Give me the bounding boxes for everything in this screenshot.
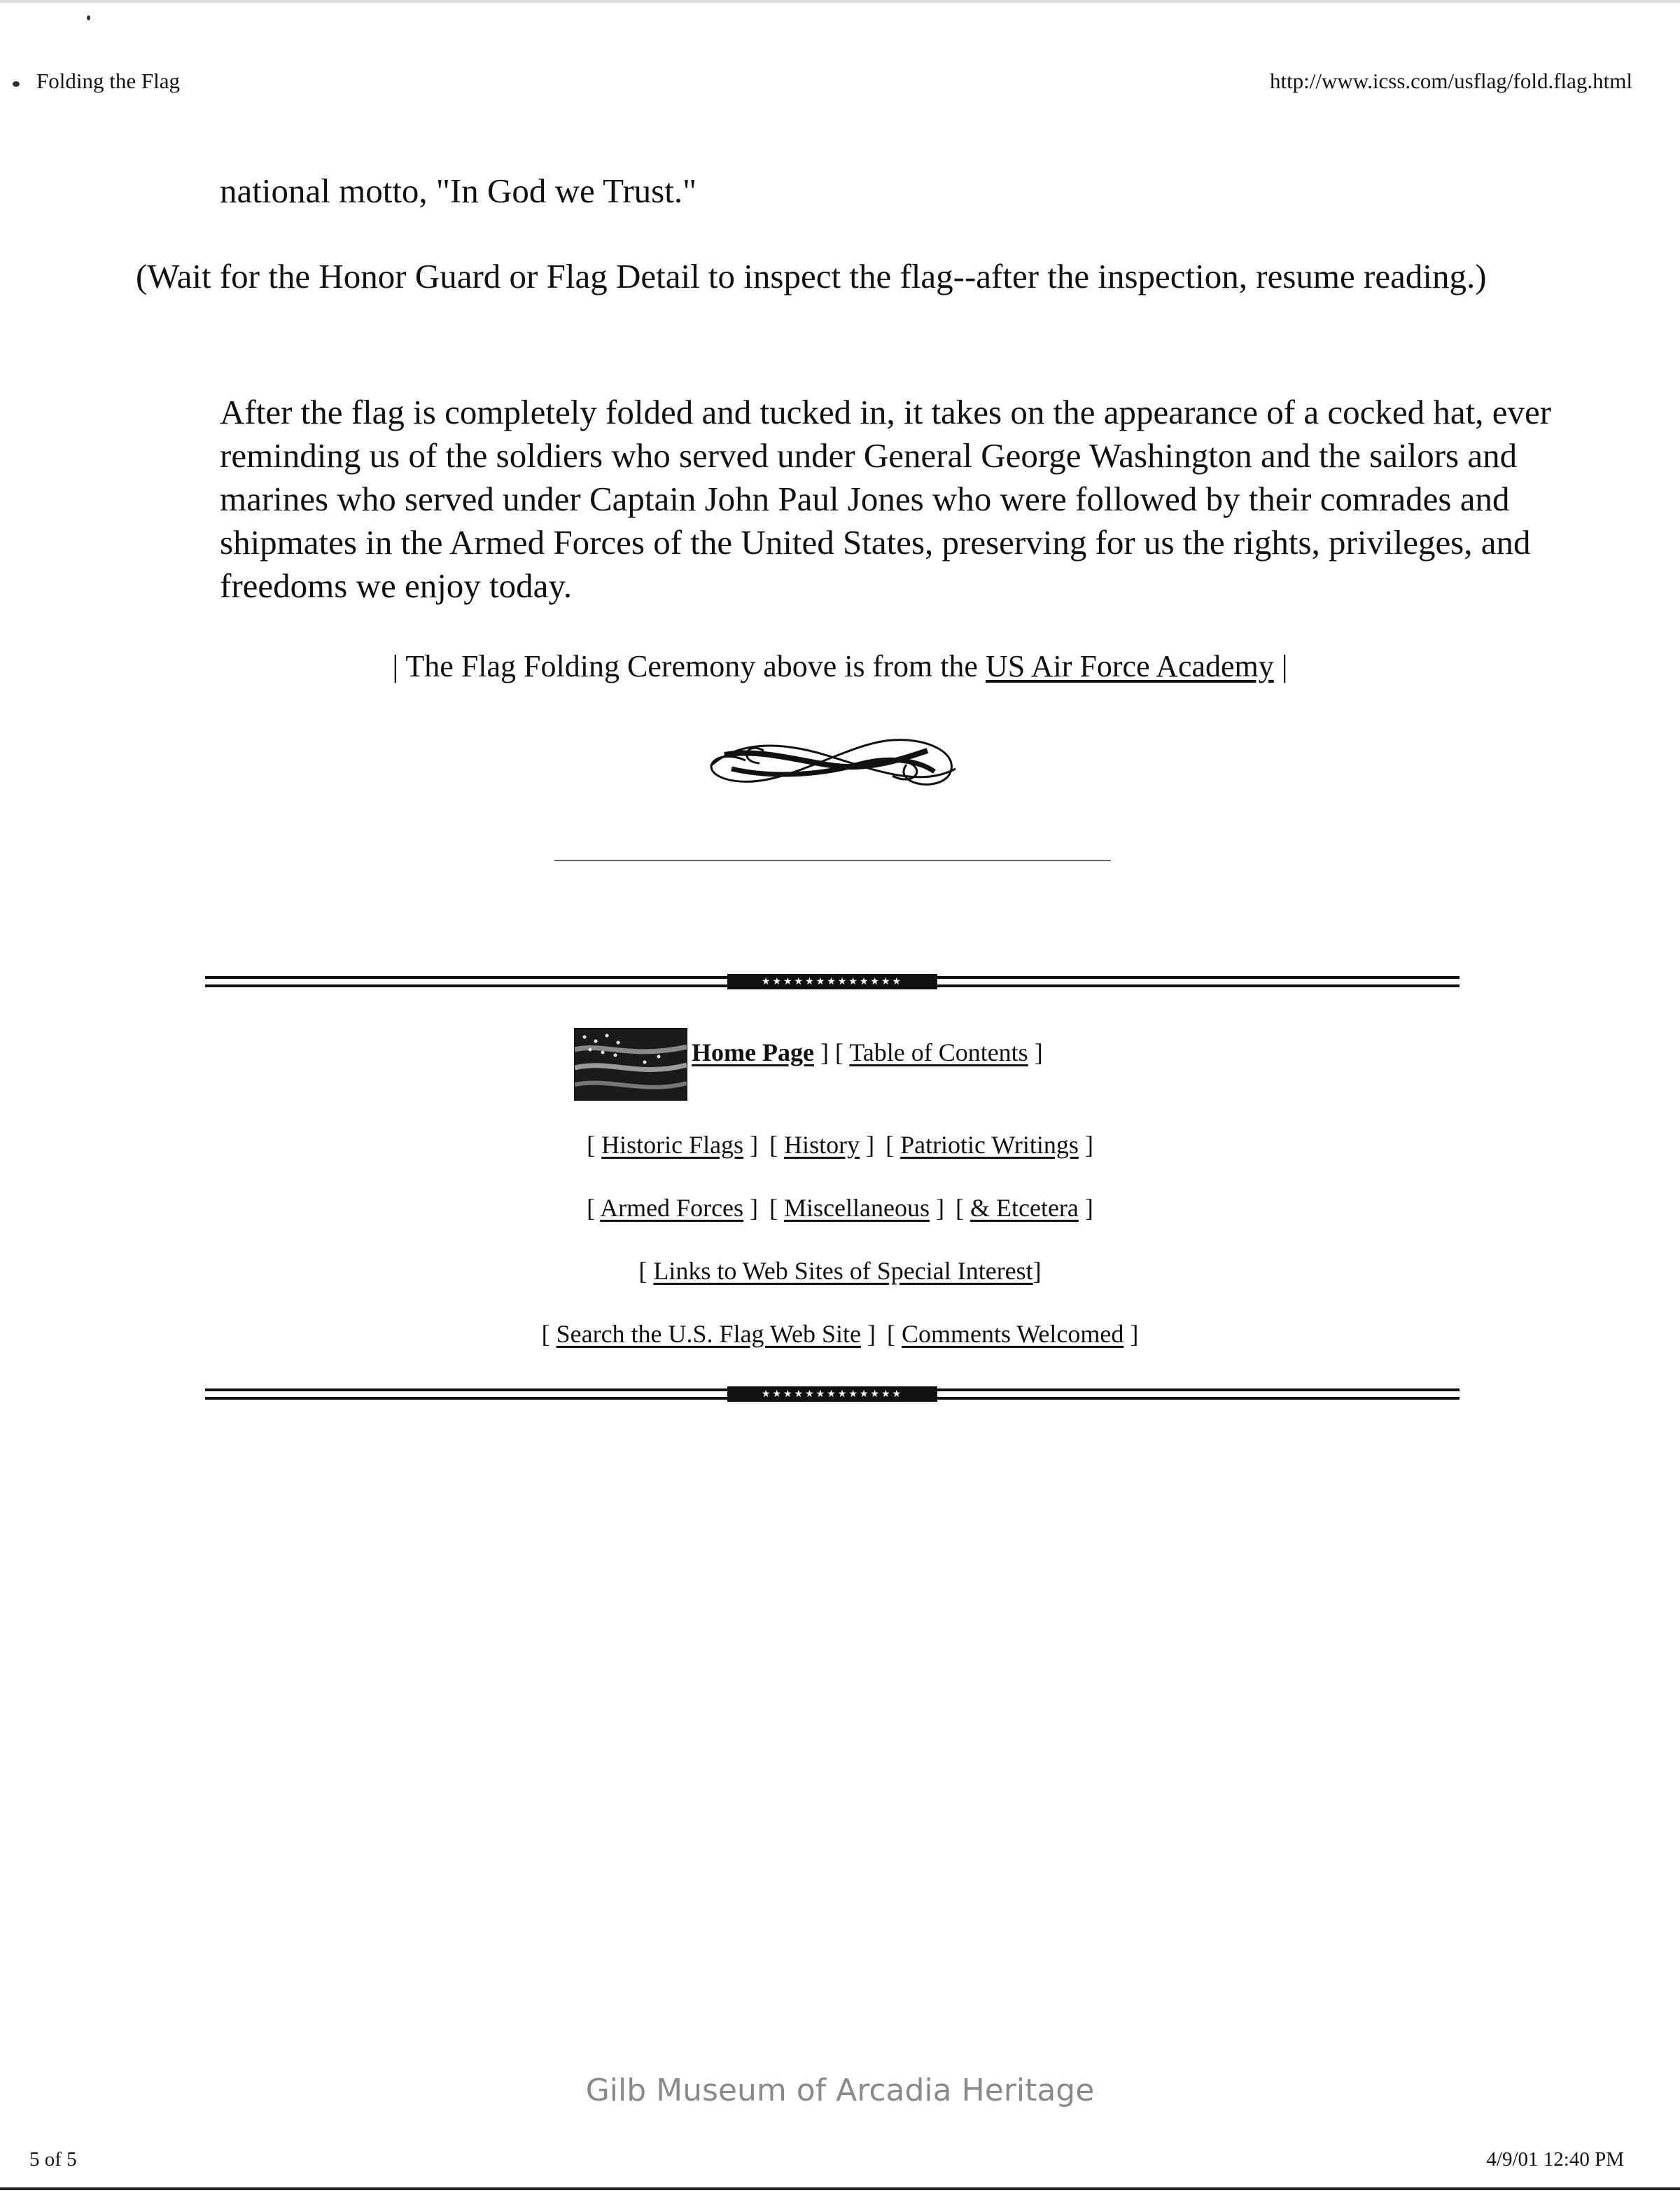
nav-row-2: [ Armed Forces ] [ Miscellaneous ] [ & Etcetera ]	[587, 1194, 1093, 1222]
miscellaneous-link[interactable]: Miscellaneous	[784, 1194, 930, 1222]
history-link[interactable]: History	[784, 1131, 860, 1159]
divider-stars: ★★★★★★★★★★★★★	[727, 1386, 937, 1402]
search-site-link[interactable]: Search the U.S. Flag Web Site	[556, 1320, 861, 1348]
etcetera-link[interactable]: & Etcetera	[970, 1194, 1079, 1222]
home-nav-text: Home Page ] [ Table of Contents ]	[692, 1038, 1043, 1066]
historic-flags-link[interactable]: Historic Flags	[601, 1131, 744, 1159]
museum-watermark: Gilb Museum of Arcadia Heritage	[585, 2073, 1095, 2108]
source-suffix: |	[1273, 649, 1288, 683]
patriotic-writings-link[interactable]: Patriotic Writings	[900, 1131, 1079, 1159]
print-header-title: Folding the Flag	[36, 69, 180, 93]
nav-row-4: [ Search the U.S. Flag Web Site ] [ Comments Welcomed ]	[541, 1320, 1139, 1348]
nav-row-3: [ Links to Web Sites of Special Interest]	[638, 1257, 1042, 1285]
source-prefix: | The Flag Folding Ceremony above is from the	[392, 649, 986, 683]
bottom-edge	[0, 2187, 1680, 2190]
motto-line: national motto, "In God we Trust."	[220, 172, 697, 210]
armed-forces-link[interactable]: Armed Forces	[600, 1194, 744, 1222]
short-horizontal-rule	[554, 860, 1111, 861]
source-credit	[0, 647, 1680, 686]
print-footer-page: 5 of 5	[29, 2148, 77, 2171]
nav-row-1: [ Historic Flags ] [ History ] [ Patriotic Writings ]	[587, 1131, 1093, 1159]
home-page-link[interactable]: Home Page	[692, 1038, 814, 1066]
inspection-note: (Wait for the Honor Guard or Flag Detail to inspect the flag--after the inspection, resume reading.)	[136, 257, 1487, 295]
table-of-contents-link[interactable]: Table of Contents	[849, 1038, 1028, 1066]
air-force-academy-link[interactable]: US Air Force Academy	[985, 649, 1274, 683]
flag-thumbnail-icon[interactable]	[574, 1028, 687, 1101]
print-footer-datetime: 4/9/01 12:40 PM	[1486, 2148, 1624, 2171]
print-header-url: http://www.icss.com/usflag/fold.flag.html	[1269, 69, 1632, 93]
top-edge	[0, 0, 1680, 3]
divider-stars: ★★★★★★★★★★★★★	[727, 974, 937, 989]
star-divider-bottom	[205, 1386, 1460, 1403]
scan-speck	[87, 15, 90, 20]
comments-link[interactable]: Comments Welcomed	[901, 1320, 1124, 1348]
flourish-ornament-icon	[696, 720, 966, 804]
star-divider-top	[205, 974, 1460, 991]
scan-speck	[13, 81, 20, 87]
home-nav	[574, 1028, 1043, 1105]
closing-paragraph: After the flag is completely folded and tucked in, it takes on the appearance of a cocked hat, ever reminding us of the soldiers who served under General George Washington and the sailors and marines who served under Captain John Paul Jones who were followed by their comrades and shipmates in the Armed Forces of the United States, preserving for us the rights, privileges, and freedoms we enjoy today.	[220, 393, 1552, 605]
special-interest-links-link[interactable]: Links to Web Sites of Special Interest	[653, 1257, 1033, 1285]
